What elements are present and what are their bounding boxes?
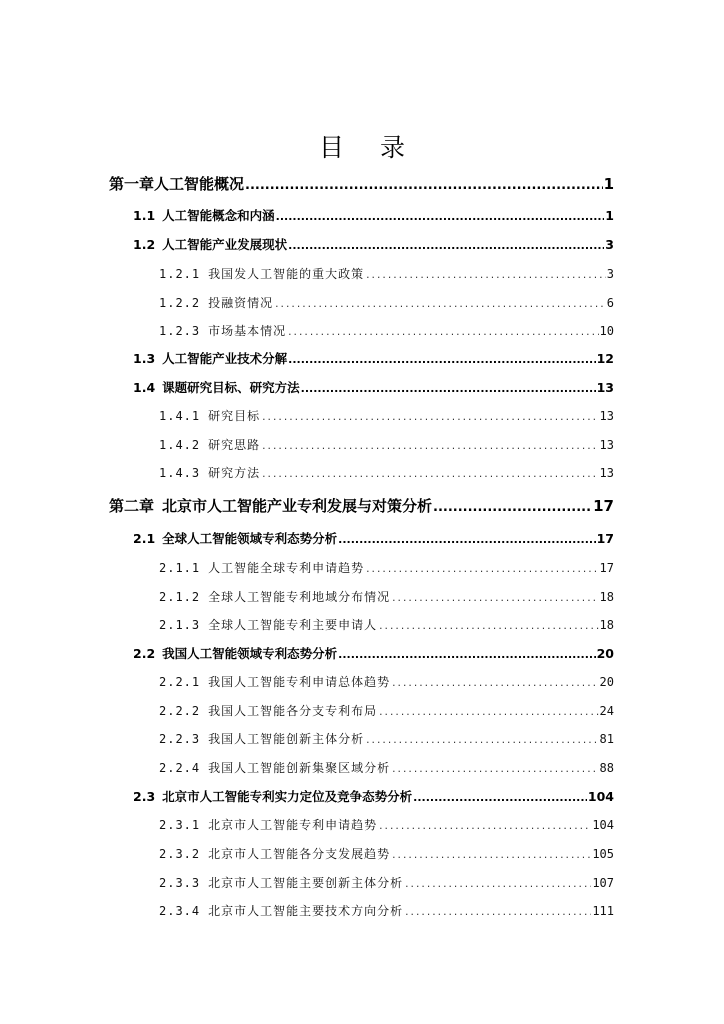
toc-leader-dots — [404, 874, 591, 894]
toc-entry-subsection[interactable] — [159, 462, 614, 484]
toc-leader-dots — [261, 436, 598, 456]
toc-entry-page: 10 — [599, 324, 614, 338]
toc-entry-page: 17 — [593, 497, 614, 515]
toc-entry-page: 1 — [605, 208, 614, 223]
toc-leader-dots — [288, 235, 604, 256]
toc-entry-page: 105 — [592, 847, 614, 861]
toc-entry-title: 我国人工智能创新集聚区域分析 — [208, 761, 391, 775]
toc-entry-page: 17 — [599, 561, 614, 575]
toc-entry-number: 2.2 — [133, 646, 156, 661]
toc-leader-dots — [261, 407, 598, 427]
toc-entry-number: 2.1.1 — [159, 561, 201, 575]
toc-entry-page: 18 — [599, 618, 614, 632]
toc-entry-title: 北京市人工智能产业专利发展与对策分析 — [162, 497, 433, 515]
toc-entry-page: 3 — [605, 237, 614, 252]
toc-leader-dots — [338, 529, 595, 550]
toc-entry-subsection[interactable] — [159, 405, 614, 427]
toc-entry-section[interactable] — [133, 234, 614, 256]
toc-entry-number: 2.2.1 — [159, 675, 201, 689]
toc-entry-title: 全球人工智能专利主要申请人 — [208, 618, 378, 632]
toc-entry-number: 1.4.3 — [159, 466, 201, 480]
toc-entry-page: 104 — [592, 818, 614, 832]
toc-entry-section[interactable] — [133, 377, 614, 399]
toc-leader-dots — [365, 265, 606, 285]
toc-entry-page: 6 — [606, 296, 614, 310]
toc-entry-subsection[interactable] — [159, 263, 614, 285]
toc-entry-subsection[interactable] — [159, 320, 614, 342]
toc-entry-number: 2.2.4 — [159, 761, 201, 775]
toc-entry-page: 18 — [599, 590, 614, 604]
toc-entry-title: 北京市人工智能专利实力定位及竞争态势分析 — [162, 789, 413, 804]
toc-entry-subsection[interactable] — [159, 434, 614, 456]
toc-leader-dots — [378, 816, 591, 836]
toc-leader-dots — [391, 588, 598, 608]
toc-entry-section[interactable] — [133, 786, 614, 808]
toc-entry-subsection[interactable] — [159, 292, 614, 314]
toc-leader-dots — [404, 902, 591, 922]
page-title: 目 录 — [319, 133, 419, 162]
toc-entry-subsection[interactable] — [159, 586, 614, 608]
toc-leader-dots — [378, 616, 598, 636]
toc-leader-dots — [413, 787, 587, 808]
toc-entry-number: 1.4 — [133, 380, 156, 395]
toc-entry-title: 人工智能产业发展现状 — [162, 237, 288, 252]
toc-leader-dots — [391, 759, 598, 779]
toc-entry-title: 全球人工智能专利地域分布情况 — [208, 590, 391, 604]
toc-entry-number: 2.3 — [133, 789, 156, 804]
toc-entry-chapter[interactable] — [109, 172, 614, 196]
toc-entry-title: 北京市人工智能主要创新主体分析 — [208, 876, 404, 890]
toc-entry-number: 2.3.4 — [159, 904, 201, 918]
toc-entry-number: 1.4.2 — [159, 438, 201, 452]
toc-entry-number: 2.3.3 — [159, 876, 201, 890]
toc-entry-subsection[interactable] — [159, 557, 614, 579]
toc-entry-title: 研究目标 — [208, 409, 261, 423]
toc-entry-title: 投融资情况 — [208, 296, 274, 310]
toc-entry-number: 第一章 — [109, 175, 155, 193]
toc-entry-number: 第二章 — [109, 497, 155, 515]
toc-entry-title: 北京市人工智能主要技术方向分析 — [208, 904, 404, 918]
toc-entry-title: 人工智能产业技术分解 — [162, 351, 288, 366]
toc-entry-page: 13 — [596, 380, 614, 395]
toc-entry-number: 2.3.1 — [159, 818, 201, 832]
toc-entry-title: 我国发人工智能的重大政策 — [208, 267, 365, 281]
toc-leader-dots — [288, 349, 595, 370]
toc-entry-title: 人工智能全球专利申请趋势 — [208, 561, 365, 575]
toc-entry-title: 课题研究目标、研究方法 — [162, 380, 300, 395]
toc-entry-subsection[interactable] — [159, 728, 614, 750]
toc-leader-dots — [338, 644, 595, 665]
toc-entry-title: 人工智能概况 — [154, 175, 245, 193]
toc-entry-page: 12 — [596, 351, 614, 366]
toc-entry-title: 人工智能概念和内涵 — [162, 208, 275, 223]
toc-entry-page: 13 — [599, 438, 614, 452]
toc-entry-number: 2.2.3 — [159, 732, 201, 746]
toc-leader-dots — [433, 496, 592, 518]
toc-entry-number: 2.1.3 — [159, 618, 201, 632]
toc-entry-page: 20 — [599, 675, 614, 689]
toc-entry-page: 20 — [596, 646, 614, 661]
toc-entry-title: 市场基本情况 — [208, 324, 287, 338]
toc-entry-number: 2.1.2 — [159, 590, 201, 604]
toc-entry-page: 111 — [592, 904, 614, 918]
toc-leader-dots — [245, 174, 603, 196]
toc-entry-page: 13 — [599, 466, 614, 480]
toc-leader-dots — [365, 559, 598, 579]
toc-entry-number: 1.2.3 — [159, 324, 201, 338]
toc-entry-chapter[interactable] — [109, 494, 614, 518]
toc-entry-title: 北京市人工智能各分支发展趋势 — [208, 847, 391, 861]
toc-entry-section[interactable] — [133, 528, 614, 550]
toc-entry-page: 13 — [599, 409, 614, 423]
toc-entry-page: 88 — [599, 761, 614, 775]
toc-entry-number: 2.2.2 — [159, 704, 201, 718]
toc-entry-number: 1.2 — [133, 237, 156, 252]
toc-entry-title: 我国人工智能领域专利态势分析 — [162, 646, 338, 661]
toc-entry-title: 我国人工智能专利申请总体趋势 — [208, 675, 391, 689]
toc-entry-number: 1.2.1 — [159, 267, 201, 281]
toc-entry-subsection[interactable] — [159, 614, 614, 636]
toc-leader-dots — [391, 673, 598, 693]
toc-entry-title: 全球人工智能领域专利态势分析 — [162, 531, 338, 546]
toc-entry-page: 3 — [606, 267, 614, 281]
toc-leader-dots — [274, 294, 606, 314]
toc-leader-dots — [287, 322, 598, 342]
toc-entry-number: 1.3 — [133, 351, 156, 366]
toc-entry-number: 1.1 — [133, 208, 156, 223]
toc-entry-page: 24 — [599, 704, 614, 718]
toc-entry-title: 北京市人工智能专利申请趋势 — [208, 818, 378, 832]
toc-entry-subsection[interactable] — [159, 872, 614, 894]
toc-entry-page: 107 — [592, 876, 614, 890]
toc-entry-number: 2.1 — [133, 531, 156, 546]
toc-leader-dots — [261, 464, 598, 484]
toc-leader-dots — [391, 845, 591, 865]
toc-entry-title: 我国人工智能创新主体分析 — [208, 732, 365, 746]
toc-entry-subsection[interactable] — [159, 814, 614, 836]
toc-entry-number: 1.4.1 — [159, 409, 201, 423]
toc-entry-page: 104 — [587, 789, 614, 804]
toc-entry-subsection[interactable] — [159, 900, 614, 922]
toc-leader-dots — [276, 206, 605, 227]
toc-entry-section[interactable] — [133, 348, 614, 370]
toc-entry-title: 研究方法 — [208, 466, 261, 480]
toc-entry-title: 研究思路 — [208, 438, 261, 452]
toc-entry-number: 2.3.2 — [159, 847, 201, 861]
toc-entry-subsection[interactable] — [159, 700, 614, 722]
toc-leader-dots — [378, 702, 598, 722]
toc-leader-dots — [365, 730, 598, 750]
toc-leader-dots — [301, 378, 596, 399]
toc-entry-page: 81 — [599, 732, 614, 746]
toc-entry-section[interactable] — [133, 205, 614, 227]
toc-entry-subsection[interactable] — [159, 757, 614, 779]
toc-entry-subsection[interactable] — [159, 843, 614, 865]
toc-entry-page: 17 — [596, 531, 614, 546]
toc-entry-section[interactable] — [133, 643, 614, 665]
toc-entry-number: 1.2.2 — [159, 296, 201, 310]
toc-entry-page: 1 — [603, 175, 614, 193]
toc-entry-title: 我国人工智能各分支专利布局 — [208, 704, 378, 718]
toc-entry-subsection[interactable] — [159, 671, 614, 693]
